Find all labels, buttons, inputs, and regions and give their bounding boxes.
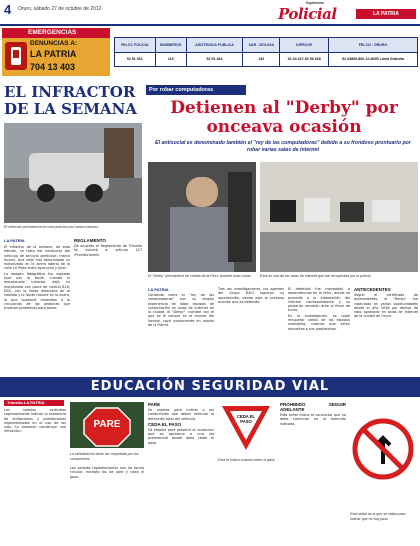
no-entry-sign — [352, 418, 414, 480]
traffic-column-1 — [4, 408, 66, 542]
section-logo: Policial — [278, 5, 337, 23]
pare-sign-label: PARE — [93, 419, 121, 430]
main-column-2 — [218, 287, 284, 375]
main-kicker: Por robar computadoras — [146, 85, 246, 95]
pare-sign-photo — [70, 402, 144, 448]
pare-caption: La señalización debe ser respetada por los conductores — [70, 452, 139, 461]
phone-header: FELCC POLICIA — [115, 38, 156, 53]
emergencias-heading: EMERGENCIAS — [2, 28, 110, 38]
traffic-column-3 — [148, 402, 214, 542]
no-entry-caption: Esta señal es la que se utiliza para indicar que no hay paso — [350, 512, 406, 521]
paragraph: La imagen fotográfica fue captada ayer por la tarde, cuando el mencionado infractor dejó su motorizado con placa de control 816-KZX, con la llanta delantera en la calzada y la llanta trasera en la acera, lo que ocasionó molestias a la circulación de los peatones que tuvieron problemas para pasar. — [4, 271, 70, 311]
phone-number: 52 51 921 — [115, 52, 156, 67]
left-headline: EL INFRACTOR DE LA SEMANA — [4, 83, 137, 118]
paragraph: El infractor de la semana, de esta edición, se trata del conductor del vehículo de servicio particular, marca Suzuki, que dejó mal estacionado su motorizado en la acera lateral de la calle La Plata entre Ayacucho y Junín. — [4, 245, 70, 271]
main-headline: Detienen al "Derby" por onceava ocasión — [170, 98, 398, 137]
paragraph: Conocido como el "rey de las computadoras" por su amplia experiencia de robar equipos de computación en salas de internet de la ciudad, el "Derby", nombre con el que se le conoce en el mundo del hampa, cayó nuevamente en manos de la Policía. — [148, 293, 214, 328]
paragraph: Se emplea para indicar a los conductores que deben efectuar la detención total del vehículo. — [148, 408, 214, 421]
traffic-banner: EDUCACIÓN SEGURIDAD VIAL — [0, 377, 420, 397]
main-subhead: ANTECEDENTES — [354, 287, 391, 292]
left-caption: El vehículo permanecía en una posición por varios minutos. — [4, 225, 100, 229]
ceda-caption: Esta te indica cuándo ceder el paso — [218, 458, 275, 462]
paragraph: Las señales verticales reglamentarias indican la existencia de limitaciones y prohibiciones reglamentadas en el uso de las vías. Su violación constituye una infracción. — [4, 408, 66, 434]
paragraph: Se emplea para prevenir al conductor que se aproxima a una vía preferencial donde debe ceder el paso. — [148, 427, 214, 445]
phone-number: 52 34 627-52 56 628 — [280, 52, 328, 67]
ceda-sign-label: CEDA EL PASO — [236, 414, 256, 424]
emergencias-phone: 704 13 403 — [30, 62, 76, 72]
ceda-sign — [218, 402, 274, 454]
traffic-section-label: Tránsito-LA PATRIA — [4, 400, 64, 406]
derby-photo — [148, 162, 256, 272]
phone-header: BOMBEROS — [155, 38, 186, 53]
paragraph: Según el certificado de antecedentes, el "Derby" fue capturado en varias oportunidades desde el año 2008 por delitos de robo agravado en salas de internet de la ciudad de Oruro. — [354, 293, 418, 319]
phone-number: 52 51 464 — [186, 52, 242, 67]
left-column-2 — [74, 238, 142, 373]
logo-supertitle: Suplemento — [305, 1, 325, 5]
phone-icon — [5, 42, 27, 70]
phone-header: ASISTENCIA PUBLICA — [186, 38, 242, 53]
phone-header: DIPROVE — [280, 38, 328, 53]
internet-room-caption: Esta es una de las salas de internet que fue recuperada por la policía. — [260, 274, 372, 278]
page-date: Oruro, sábado 27 de octubre de 2012 — [18, 6, 102, 12]
main-section-label: LA PATRIA — [148, 287, 169, 292]
emergencias-line1: DENUNCIAS A: — [30, 40, 78, 47]
main-column-1 — [148, 293, 214, 375]
internet-room-photo — [260, 162, 418, 272]
emergencias-line2: LA PATRIA — [30, 49, 77, 59]
paragraph: Las señales reglamentarias son de forma circular, excepto las de pare y ceda el paso. — [70, 466, 144, 479]
paragraph: Tras las investigaciones, los agentes del Grupo DACI lograron su aprehensión, siendo esta la onceava ocasión que es detenido. — [218, 287, 284, 304]
paragraph: De acuerdo al Reglamento de Tránsito se vulneró el artículo 127 (Prohibiciones). — [74, 244, 142, 257]
left-column-1 — [4, 245, 70, 373]
infractor-photo — [4, 123, 142, 223]
phone-number: 52 63800-800-10-8000 Línea Gratuita — [328, 52, 417, 67]
emergency-phone-table — [114, 37, 418, 67]
pare-heading: PARE — [148, 402, 161, 407]
left-subhead: REGLAMENTO — [74, 238, 106, 243]
logo-band: LA PATRIA — [356, 9, 416, 19]
main-deck: El antisocial es denominado también el "rey de las computadoras" debido a su frondoso prontuario por robar varias salas de internet — [155, 140, 411, 153]
traffic-column-4 — [280, 402, 346, 542]
ceda-heading: CEDA EL PASO — [148, 421, 182, 427]
prohibido-heading: PROHIBIDO SEGUIR ADELANTE — [280, 402, 346, 412]
header-rule — [0, 24, 420, 26]
left-section-label: LA PATRIA — [4, 238, 25, 243]
paragraph: Esta señal indica al conductor que no debe continuar en la dirección indicada. — [280, 413, 346, 426]
main-column-4 — [354, 287, 418, 375]
phone-number: 132 — [243, 52, 280, 67]
phone-header: FELCN - ORURO — [328, 38, 417, 53]
main-column-3 — [288, 287, 350, 375]
derby-caption: El "Derby" permaneció en celdas de la Felcc durante unas horas. — [148, 274, 252, 278]
paragraph: En la investigación, se logró recuperar varios de los equipos sustraídos, mismos que serán devueltos a sus propietarios. — [288, 313, 350, 331]
page-number: 4 — [4, 2, 12, 17]
traffic-column-2 — [70, 466, 144, 542]
paragraph: El detenido fue trasladado a dependencias de la Felcc, donde se procedió a la elaboración del informe correspondiente y su posterior remisión ante el fiscal de turno. — [288, 287, 350, 313]
phone-header: SAR - BOLIVIA — [243, 38, 280, 53]
phone-number: 119 — [155, 52, 186, 67]
